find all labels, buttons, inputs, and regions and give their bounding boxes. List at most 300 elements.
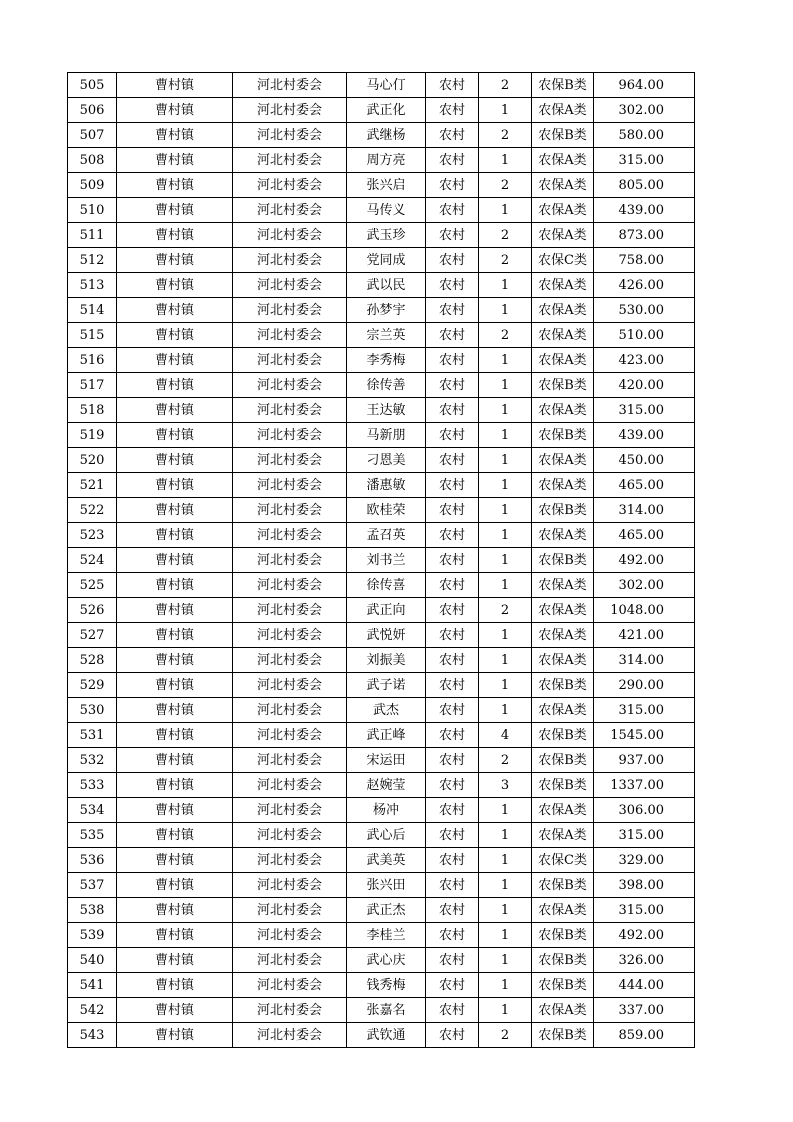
name-cell: 欧桂荣 (347, 498, 426, 523)
category-cell: 农保A类 (532, 323, 594, 348)
town-cell: 曹村镇 (117, 273, 233, 298)
category-cell: 农保A类 (532, 198, 594, 223)
row-number-cell: 526 (68, 598, 117, 623)
amount-cell: 758.00 (594, 248, 695, 273)
village-committee-cell: 河北村委会 (233, 498, 347, 523)
category-cell: 农保B类 (532, 548, 594, 573)
name-cell: 武心庆 (347, 948, 426, 973)
household-size-cell: 2 (479, 323, 532, 348)
town-cell: 曹村镇 (117, 448, 233, 473)
household-size-cell: 1 (479, 648, 532, 673)
name-cell: 武玉珍 (347, 223, 426, 248)
category-cell: 农保A类 (532, 398, 594, 423)
household-size-cell: 1 (479, 398, 532, 423)
table-row (68, 123, 695, 148)
area-type-cell: 农村 (426, 73, 479, 98)
area-type-cell: 农村 (426, 773, 479, 798)
row-number-cell: 522 (68, 498, 117, 523)
table-row (68, 223, 695, 248)
town-cell: 曹村镇 (117, 323, 233, 348)
row-number-cell: 507 (68, 123, 117, 148)
area-type-cell: 农村 (426, 648, 479, 673)
town-cell: 曹村镇 (117, 423, 233, 448)
amount-cell: 314.00 (594, 648, 695, 673)
amount-cell: 1337.00 (594, 773, 695, 798)
town-cell: 曹村镇 (117, 223, 233, 248)
name-cell: 武悦妍 (347, 623, 426, 648)
name-cell: 武正杰 (347, 898, 426, 923)
row-number-cell: 517 (68, 373, 117, 398)
area-type-cell: 农村 (426, 373, 479, 398)
amount-cell: 426.00 (594, 273, 695, 298)
name-cell: 马心仃 (347, 73, 426, 98)
household-size-cell: 2 (479, 223, 532, 248)
village-committee-cell: 河北村委会 (233, 948, 347, 973)
row-number-cell: 541 (68, 973, 117, 998)
town-cell: 曹村镇 (117, 373, 233, 398)
category-cell: 农保A类 (532, 298, 594, 323)
row-number-cell: 532 (68, 748, 117, 773)
row-number-cell: 536 (68, 848, 117, 873)
category-cell: 农保A类 (532, 823, 594, 848)
name-cell: 刘书兰 (347, 548, 426, 573)
household-size-cell: 1 (479, 623, 532, 648)
town-cell: 曹村镇 (117, 348, 233, 373)
name-cell: 刘振美 (347, 648, 426, 673)
amount-cell: 530.00 (594, 298, 695, 323)
amount-cell: 465.00 (594, 473, 695, 498)
row-number-cell: 535 (68, 823, 117, 848)
amount-cell: 315.00 (594, 823, 695, 848)
town-cell: 曹村镇 (117, 948, 233, 973)
town-cell: 曹村镇 (117, 973, 233, 998)
amount-cell: 329.00 (594, 848, 695, 873)
category-cell: 农保A类 (532, 648, 594, 673)
area-type-cell: 农村 (426, 548, 479, 573)
household-size-cell: 1 (479, 198, 532, 223)
amount-cell: 873.00 (594, 223, 695, 248)
row-number-cell: 524 (68, 548, 117, 573)
category-cell: 农保B类 (532, 773, 594, 798)
household-size-cell: 2 (479, 173, 532, 198)
household-size-cell: 1 (479, 373, 532, 398)
row-number-cell: 514 (68, 298, 117, 323)
town-cell: 曹村镇 (117, 648, 233, 673)
category-cell: 农保A类 (532, 598, 594, 623)
village-committee-cell: 河北村委会 (233, 873, 347, 898)
amount-cell: 444.00 (594, 973, 695, 998)
row-number-cell: 542 (68, 998, 117, 1023)
area-type-cell: 农村 (426, 248, 479, 273)
table-row (68, 98, 695, 123)
amount-cell: 290.00 (594, 673, 695, 698)
amount-cell: 859.00 (594, 1023, 695, 1048)
area-type-cell: 农村 (426, 473, 479, 498)
household-size-cell: 1 (479, 673, 532, 698)
town-cell: 曹村镇 (117, 123, 233, 148)
area-type-cell: 农村 (426, 948, 479, 973)
row-number-cell: 519 (68, 423, 117, 448)
village-committee-cell: 河北村委会 (233, 148, 347, 173)
name-cell: 宗兰英 (347, 323, 426, 348)
town-cell: 曹村镇 (117, 198, 233, 223)
household-size-cell: 2 (479, 248, 532, 273)
area-type-cell: 农村 (426, 173, 479, 198)
row-number-cell: 527 (68, 623, 117, 648)
category-cell: 农保A类 (532, 473, 594, 498)
town-cell: 曹村镇 (117, 398, 233, 423)
category-cell: 农保A类 (532, 173, 594, 198)
village-committee-cell: 河北村委会 (233, 273, 347, 298)
name-cell: 张嘉名 (347, 998, 426, 1023)
area-type-cell: 农村 (426, 273, 479, 298)
row-number-cell: 539 (68, 923, 117, 948)
household-size-cell: 1 (479, 498, 532, 523)
category-cell: 农保B类 (532, 498, 594, 523)
table-row (68, 273, 695, 298)
town-cell: 曹村镇 (117, 773, 233, 798)
row-number-cell: 529 (68, 673, 117, 698)
row-number-cell: 509 (68, 173, 117, 198)
household-size-cell: 1 (479, 923, 532, 948)
household-size-cell: 1 (479, 273, 532, 298)
amount-cell: 465.00 (594, 523, 695, 548)
amount-cell: 580.00 (594, 123, 695, 148)
village-committee-cell: 河北村委会 (233, 348, 347, 373)
name-cell: 潘惠敏 (347, 473, 426, 498)
village-committee-cell: 河北村委会 (233, 673, 347, 698)
amount-cell: 423.00 (594, 348, 695, 373)
town-cell: 曹村镇 (117, 523, 233, 548)
area-type-cell: 农村 (426, 973, 479, 998)
area-type-cell: 农村 (426, 223, 479, 248)
table-row (68, 198, 695, 223)
village-committee-cell: 河北村委会 (233, 473, 347, 498)
table-row (68, 448, 695, 473)
category-cell: 农保B类 (532, 673, 594, 698)
village-committee-cell: 河北村委会 (233, 798, 347, 823)
village-committee-cell: 河北村委会 (233, 598, 347, 623)
category-cell: 农保C类 (532, 848, 594, 873)
category-cell: 农保A类 (532, 798, 594, 823)
name-cell: 武美英 (347, 848, 426, 873)
amount-cell: 450.00 (594, 448, 695, 473)
amount-cell: 314.00 (594, 498, 695, 523)
area-type-cell: 农村 (426, 623, 479, 648)
village-committee-cell: 河北村委会 (233, 623, 347, 648)
town-cell: 曹村镇 (117, 598, 233, 623)
village-committee-cell: 河北村委会 (233, 1023, 347, 1048)
table-row (68, 698, 695, 723)
row-number-cell: 520 (68, 448, 117, 473)
amount-cell: 510.00 (594, 323, 695, 348)
category-cell: 农保A类 (532, 698, 594, 723)
household-size-cell: 2 (479, 1023, 532, 1048)
village-committee-cell: 河北村委会 (233, 573, 347, 598)
village-committee-cell: 河北村委会 (233, 298, 347, 323)
name-cell: 王达敏 (347, 398, 426, 423)
household-size-cell: 1 (479, 523, 532, 548)
name-cell: 武杰 (347, 698, 426, 723)
name-cell: 马新朋 (347, 423, 426, 448)
household-size-cell: 1 (479, 873, 532, 898)
household-size-cell: 1 (479, 798, 532, 823)
name-cell: 武以民 (347, 273, 426, 298)
village-committee-cell: 河北村委会 (233, 848, 347, 873)
category-cell: 农保B类 (532, 923, 594, 948)
row-number-cell: 506 (68, 98, 117, 123)
name-cell: 张兴田 (347, 873, 426, 898)
town-cell: 曹村镇 (117, 548, 233, 573)
records-table (67, 72, 695, 1048)
category-cell: 农保A类 (532, 348, 594, 373)
village-committee-cell: 河北村委会 (233, 923, 347, 948)
area-type-cell: 农村 (426, 423, 479, 448)
town-cell: 曹村镇 (117, 73, 233, 98)
amount-cell: 420.00 (594, 373, 695, 398)
town-cell: 曹村镇 (117, 873, 233, 898)
name-cell: 武正向 (347, 598, 426, 623)
amount-cell: 302.00 (594, 573, 695, 598)
village-committee-cell: 河北村委会 (233, 723, 347, 748)
row-number-cell: 508 (68, 148, 117, 173)
town-cell: 曹村镇 (117, 498, 233, 523)
household-size-cell: 1 (479, 548, 532, 573)
row-number-cell: 540 (68, 948, 117, 973)
village-committee-cell: 河北村委会 (233, 248, 347, 273)
amount-cell: 398.00 (594, 873, 695, 898)
name-cell: 武钦通 (347, 1023, 426, 1048)
table-row (68, 498, 695, 523)
town-cell: 曹村镇 (117, 248, 233, 273)
row-number-cell: 534 (68, 798, 117, 823)
amount-cell: 439.00 (594, 423, 695, 448)
household-size-cell: 3 (479, 773, 532, 798)
row-number-cell: 528 (68, 648, 117, 673)
village-committee-cell: 河北村委会 (233, 123, 347, 148)
table-row (68, 848, 695, 873)
household-size-cell: 1 (479, 998, 532, 1023)
table-row (68, 623, 695, 648)
category-cell: 农保B类 (532, 873, 594, 898)
town-cell: 曹村镇 (117, 573, 233, 598)
area-type-cell: 农村 (426, 1023, 479, 1048)
village-committee-cell: 河北村委会 (233, 648, 347, 673)
category-cell: 农保B类 (532, 423, 594, 448)
table-row (68, 798, 695, 823)
row-number-cell: 513 (68, 273, 117, 298)
table-row (68, 773, 695, 798)
town-cell: 曹村镇 (117, 698, 233, 723)
table-row (68, 898, 695, 923)
name-cell: 杨冲 (347, 798, 426, 823)
category-cell: 农保A类 (532, 998, 594, 1023)
town-cell: 曹村镇 (117, 473, 233, 498)
name-cell: 马传义 (347, 198, 426, 223)
household-size-cell: 1 (479, 973, 532, 998)
table-row (68, 998, 695, 1023)
name-cell: 宋运田 (347, 748, 426, 773)
name-cell: 孙梦宇 (347, 298, 426, 323)
table-row (68, 723, 695, 748)
household-size-cell: 1 (479, 948, 532, 973)
amount-cell: 1545.00 (594, 723, 695, 748)
village-committee-cell: 河北村委会 (233, 698, 347, 723)
household-size-cell: 1 (479, 573, 532, 598)
household-size-cell: 4 (479, 723, 532, 748)
village-committee-cell: 河北村委会 (233, 198, 347, 223)
town-cell: 曹村镇 (117, 998, 233, 1023)
row-number-cell: 537 (68, 873, 117, 898)
town-cell: 曹村镇 (117, 98, 233, 123)
town-cell: 曹村镇 (117, 923, 233, 948)
category-cell: 农保A类 (532, 448, 594, 473)
area-type-cell: 农村 (426, 848, 479, 873)
category-cell: 农保A类 (532, 623, 594, 648)
table-row (68, 598, 695, 623)
name-cell: 武子诺 (347, 673, 426, 698)
amount-cell: 1048.00 (594, 598, 695, 623)
category-cell: 农保C类 (532, 248, 594, 273)
category-cell: 农保B类 (532, 1023, 594, 1048)
household-size-cell: 2 (479, 598, 532, 623)
household-size-cell: 2 (479, 748, 532, 773)
amount-cell: 805.00 (594, 173, 695, 198)
row-number-cell: 512 (68, 248, 117, 273)
table-row (68, 148, 695, 173)
name-cell: 张兴启 (347, 173, 426, 198)
area-type-cell: 农村 (426, 898, 479, 923)
amount-cell: 964.00 (594, 73, 695, 98)
name-cell: 徐传善 (347, 373, 426, 398)
household-size-cell: 1 (479, 448, 532, 473)
village-committee-cell: 河北村委会 (233, 523, 347, 548)
amount-cell: 315.00 (594, 698, 695, 723)
household-size-cell: 1 (479, 473, 532, 498)
table-row (68, 823, 695, 848)
village-committee-cell: 河北村委会 (233, 98, 347, 123)
town-cell: 曹村镇 (117, 298, 233, 323)
town-cell: 曹村镇 (117, 823, 233, 848)
category-cell: 农保A类 (532, 223, 594, 248)
town-cell: 曹村镇 (117, 673, 233, 698)
amount-cell: 937.00 (594, 748, 695, 773)
table-row (68, 298, 695, 323)
name-cell: 赵婉莹 (347, 773, 426, 798)
table-row (68, 548, 695, 573)
name-cell: 武正化 (347, 98, 426, 123)
name-cell: 李秀梅 (347, 348, 426, 373)
amount-cell: 337.00 (594, 998, 695, 1023)
category-cell: 农保B类 (532, 123, 594, 148)
village-committee-cell: 河北村委会 (233, 323, 347, 348)
table-row (68, 1023, 695, 1048)
area-type-cell: 农村 (426, 298, 479, 323)
village-committee-cell: 河北村委会 (233, 448, 347, 473)
category-cell: 农保B类 (532, 748, 594, 773)
area-type-cell: 农村 (426, 323, 479, 348)
town-cell: 曹村镇 (117, 173, 233, 198)
village-committee-cell: 河北村委会 (233, 423, 347, 448)
category-cell: 农保B类 (532, 948, 594, 973)
amount-cell: 421.00 (594, 623, 695, 648)
amount-cell: 326.00 (594, 948, 695, 973)
village-committee-cell: 河北村委会 (233, 173, 347, 198)
area-type-cell: 农村 (426, 698, 479, 723)
household-size-cell: 1 (479, 698, 532, 723)
category-cell: 农保A类 (532, 98, 594, 123)
name-cell: 周方亮 (347, 148, 426, 173)
name-cell: 武心后 (347, 823, 426, 848)
table-row (68, 873, 695, 898)
household-size-cell: 2 (479, 123, 532, 148)
table-row (68, 398, 695, 423)
table-row (68, 173, 695, 198)
category-cell: 农保A类 (532, 523, 594, 548)
table-row (68, 523, 695, 548)
village-committee-cell: 河北村委会 (233, 898, 347, 923)
area-type-cell: 农村 (426, 873, 479, 898)
row-number-cell: 511 (68, 223, 117, 248)
row-number-cell: 515 (68, 323, 117, 348)
row-number-cell: 533 (68, 773, 117, 798)
area-type-cell: 农村 (426, 573, 479, 598)
amount-cell: 302.00 (594, 98, 695, 123)
town-cell: 曹村镇 (117, 723, 233, 748)
category-cell: 农保B类 (532, 973, 594, 998)
category-cell: 农保A类 (532, 148, 594, 173)
area-type-cell: 农村 (426, 673, 479, 698)
category-cell: 农保B类 (532, 723, 594, 748)
row-number-cell: 525 (68, 573, 117, 598)
household-size-cell: 1 (479, 898, 532, 923)
household-size-cell: 2 (479, 73, 532, 98)
household-size-cell: 1 (479, 98, 532, 123)
area-type-cell: 农村 (426, 723, 479, 748)
table-row (68, 423, 695, 448)
village-committee-cell: 河北村委会 (233, 548, 347, 573)
area-type-cell: 农村 (426, 198, 479, 223)
table-row (68, 373, 695, 398)
town-cell: 曹村镇 (117, 898, 233, 923)
name-cell: 党同成 (347, 248, 426, 273)
town-cell: 曹村镇 (117, 798, 233, 823)
village-committee-cell: 河北村委会 (233, 748, 347, 773)
table-row (68, 948, 695, 973)
row-number-cell: 523 (68, 523, 117, 548)
village-committee-cell: 河北村委会 (233, 773, 347, 798)
household-size-cell: 1 (479, 848, 532, 873)
amount-cell: 315.00 (594, 148, 695, 173)
area-type-cell: 农村 (426, 98, 479, 123)
area-type-cell: 农村 (426, 523, 479, 548)
town-cell: 曹村镇 (117, 623, 233, 648)
amount-cell: 439.00 (594, 198, 695, 223)
category-cell: 农保A类 (532, 898, 594, 923)
table-row (68, 573, 695, 598)
area-type-cell: 农村 (426, 498, 479, 523)
village-committee-cell: 河北村委会 (233, 73, 347, 98)
table-row (68, 73, 695, 98)
name-cell: 徐传喜 (347, 573, 426, 598)
amount-cell: 492.00 (594, 923, 695, 948)
amount-cell: 315.00 (594, 398, 695, 423)
records-table-body (68, 73, 695, 1048)
row-number-cell: 518 (68, 398, 117, 423)
area-type-cell: 农村 (426, 448, 479, 473)
name-cell: 孟召英 (347, 523, 426, 548)
area-type-cell: 农村 (426, 923, 479, 948)
